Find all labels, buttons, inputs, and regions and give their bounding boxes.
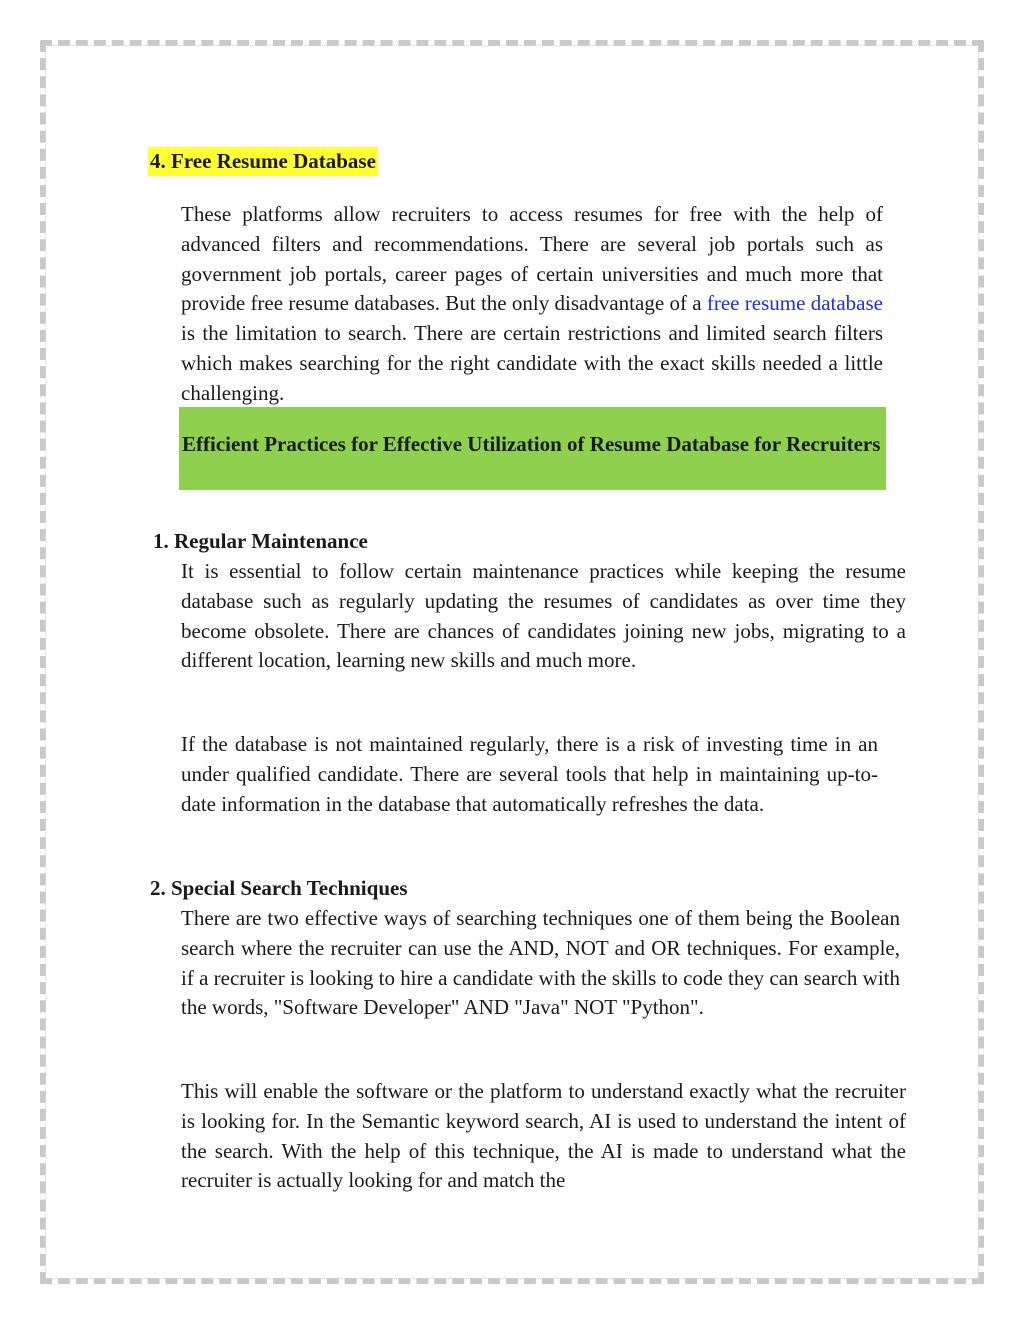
practices-banner-title: Efficient Practices for Effective Utilization of Resume Database for Recruiters bbox=[182, 432, 881, 456]
item-2-heading: 2. Special Search Techniques bbox=[150, 876, 408, 900]
item-2-paragraph-1: There are two effective ways of searching techniques one of them being the Boolean search where the recruiter can use the AND, NOT and OR techniques. For example, if a recruiter is looking to hire a candidate with the skills to code they can search with the words, "Software Developer" AND "Java" NOT "Python". bbox=[181, 906, 901, 1020]
item-1-paragraph-1-container bbox=[181, 557, 906, 676]
free-resume-database-link[interactable]: free resume database bbox=[706, 291, 883, 316]
free-resume-database-paragraph bbox=[181, 200, 883, 409]
heading-highlight: 4. Free Resume Database bbox=[148, 147, 378, 176]
paragraph-text-before-link: These platforms allow recruiters to access resumes for free with the help of advanced filters and recommendations. There are several job portals such as government job portals, career pages of certain universities and much more that provide free resume databases. But the only disadvantage of a bbox=[181, 202, 883, 316]
practices-banner bbox=[179, 407, 886, 490]
section-heading-free-resume-database bbox=[148, 149, 378, 174]
item-1-heading: 1. Regular Maintenance bbox=[153, 529, 368, 553]
item-2-heading-container bbox=[150, 876, 408, 901]
paragraph-text-after-link: is the limitation to search. There are certain restrictions and limited search filters which makes searching for the right candidate with the exact skills needed a little challenging. bbox=[181, 321, 883, 405]
item-1-heading-container bbox=[153, 529, 368, 554]
item-1-paragraph-2-container bbox=[181, 730, 878, 819]
item-2-paragraph-1-container bbox=[181, 904, 900, 1023]
paragraph-text bbox=[181, 200, 883, 409]
item-2-paragraph-2-container bbox=[181, 1077, 906, 1196]
item-1-paragraph-2: If the database is not maintained regularly, there is a risk of investing time in an under qualified candidate. There are several tools that help in maintaining up-to-date information in the database that automatically refreshes the data. bbox=[181, 732, 878, 816]
item-2-paragraph-2: This will enable the software or the platform to understand exactly what the recruiter is looking for. In the Semantic keyword search, AI is used to understand the intent of the search. With the help of this technique, the AI is made to understand what the recruiter is actually looking for and match the bbox=[181, 1079, 906, 1193]
item-1-paragraph-1: It is essential to follow certain maintenance practices while keeping the resume database such as regularly updating the resumes of candidates as over time they become obsolete. There are chances of candidates joining new jobs, migrating to a different location, learning new skills and much more. bbox=[181, 559, 906, 673]
